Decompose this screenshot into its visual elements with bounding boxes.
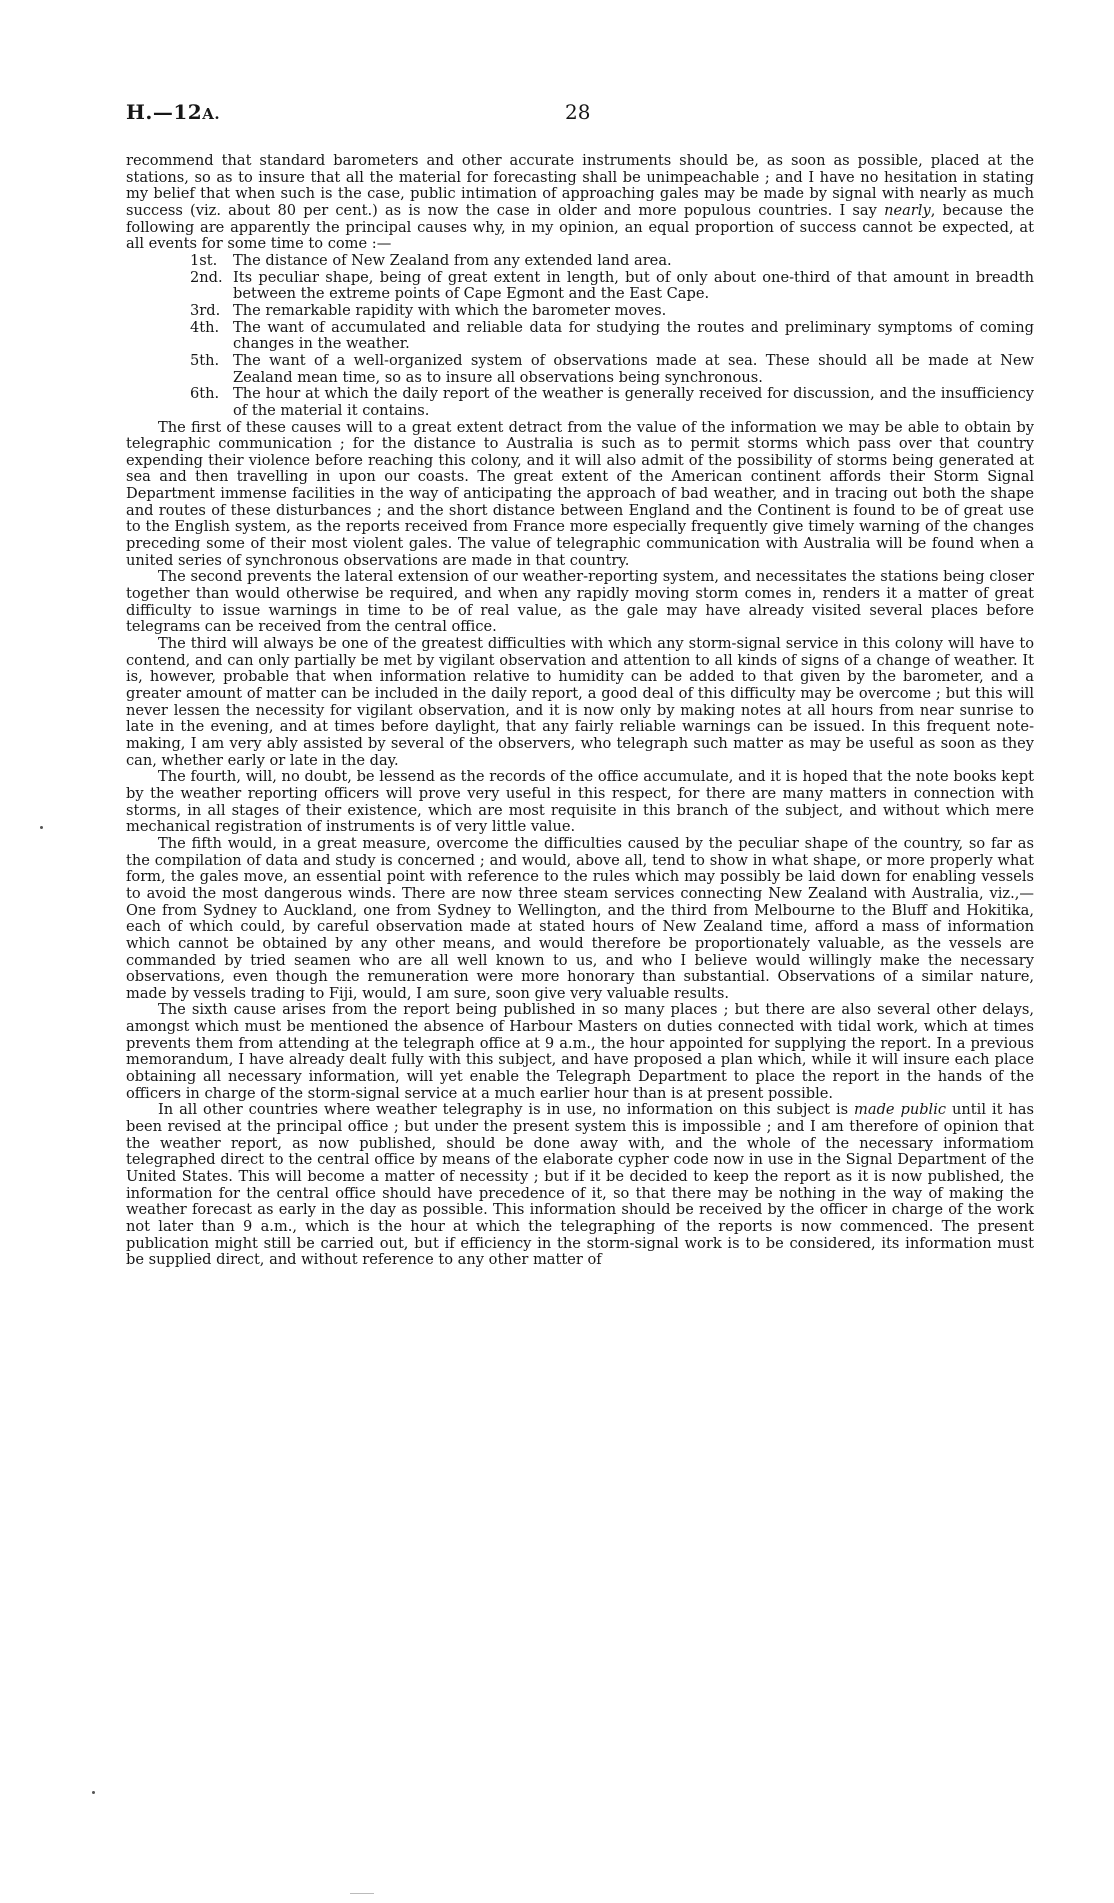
paragraph-second-cause: The second prevents the lateral extension of our weather-reporting system, and necessitates the stations being closer together than would otherwise be required, and when any rapidly moving storm comes in, renders it a matter of great difficulty to issue warnings in time to be of real value, as the gale may have already visited several places before telegrams can be received from the central office. — [126, 568, 1034, 636]
paragraph-closing — [126, 1102, 1034, 1269]
cause-item — [126, 303, 1034, 320]
cause-text: The hour at which the daily report of the weather is generally received for discussion, and the insufficiency of the material it contains. — [233, 385, 1034, 419]
cause-item — [126, 353, 1034, 386]
cause-text: The remarkable rapidity with which the barometer moves. — [233, 301, 667, 319]
cause-number: 6th. — [190, 385, 220, 403]
cause-number: 1st. — [190, 251, 218, 269]
cause-text: The want of a well-organized system of observations made at sea. These should all be made at New Zealand mean time, so as to insure all observations being synchronous. — [233, 351, 1034, 386]
intro-tail: , because the following are apparently the principal causes why, in my opinion, an equal proportion of success cannot be expected, at all events for some time to come :— — [126, 201, 1034, 253]
intro-lead: recommend that standard barometers and other accurate instruments should be, as soon as possible, placed at the stations, so as to insure that all the material for forecasting shall be unimpeachable ; and I have no hesitation in stating my belief that when such is the case, public intimation of approaching gales may be made by signal with nearly as much success (viz. about 80 per cent.) as is now the case in older and more populous countries. I say — [126, 152, 1034, 219]
cause-item — [126, 386, 1034, 419]
cause-item — [126, 253, 1034, 270]
cause-number: 4th. — [190, 318, 220, 336]
causes-list — [126, 253, 1034, 420]
cause-text: The distance of New Zealand from any extended land area. — [233, 251, 672, 269]
cause-text: Its peculiar shape, being of great extent in length, but of only about one-third of that amount in breadth between the extreme points of Cape Egmont and the East Cape. — [233, 268, 1034, 303]
cause-number: 2nd. — [190, 268, 223, 286]
paragraph-first-cause: The first of these causes will to a great extent detract from the value of the information we may be able to obtain by telegraphic communication ; for the distance to Australia is such as to permit storms which pass over that country expending their violence before reaching this colony, and it will also admit of the possibility of storms being generated at sea and then travelling in upon our coasts. The great extent of the American continent affords their Storm Signal Department immense facilities in the way of anticipating the approach of bad weather, and in tracing out both the shape and routes of these disturbances ; and the short distance between England and the Continent is found to be of great use to the English system, as the reports received from France more especially frequently give timely warning of the changes preceding some of their most violent gales. The value of telegraphic communication with Australia will be found when a united series of synchronous observations are made in that country. — [126, 418, 1034, 569]
document-body — [126, 153, 1034, 1269]
cause-item — [126, 270, 1034, 303]
closing-emphasis: made public — [854, 1101, 947, 1119]
cause-number: 5th. — [190, 351, 220, 369]
reference-suffix: A. — [202, 105, 221, 123]
footer-rule — [350, 1893, 374, 1894]
paragraph-fifth-cause: The fifth would, in a great measure, overcome the difficulties caused by the peculiar shape of the country, so far as the compilation of data and study is concerned ; and would, above all, tend to show in what shape, or more properly what form, the gales move, an essential point with reference to the rules which may possibly be laid down for enabling vessels to avoid the most dangerous winds. There are now three steam services connecting New Zealand with Australia, viz.,—One from Sydney to Auckland, one from Sydney to Wellington, and the third from Melbourne to the Bluff and Hokitika, each of which could, by careful observation made at stated hours of New Zealand time, afford a mass of information which cannot be obtained by any other means, and would therefore be proportionately valuable, as the vessels are commanded by tried seamen who are all well known to us, and who I believe would willingly make the necessary observations, even though the remuneration were more honorary than substantial. Observations of a similar nature, made by vessels trading to Fiji, would, I am sure, soon give very valuable results. — [126, 834, 1034, 1002]
paragraph-sixth-cause: The sixth cause arises from the report being published in so many places ; but there are also several other delays, amongst which must be mentioned the absence of Harbour Masters on duties connected with tidal work, which at times prevents them from attending at the telegraph office at 9 a.m., the hour appointed for supplying the report. In a previous memorandum, I have already dealt fully with this subject, and have proposed a plan which, while it will insure each place obtaining all necessary information, will yet enable the Telegraph Department to place the report in the hands of the officers in charge of the storm-signal service at a much earlier hour than is at present possible. — [126, 1001, 1034, 1102]
cause-number: 3rd. — [190, 301, 221, 319]
document-reference — [126, 100, 220, 124]
page-number: 28 — [565, 100, 591, 124]
page-header — [126, 100, 1036, 130]
cause-text: The want of accumulated and reliable data for studying the routes and preliminary symptoms of coming changes in the weather. — [233, 318, 1034, 353]
cause-item — [126, 320, 1034, 353]
intro-paragraph — [126, 153, 1034, 253]
paragraph-fourth-cause: The fourth, will, no doubt, be lessend as the records of the office accumulate, and it is hoped that the note books kept by the weather reporting officers will prove very useful in this respect, for there are many matters in connection with storms, in all stages of their existence, which are most requisite in this branch of the subject, and without which mere mechanical registration of instruments is of very little value. — [126, 768, 1034, 836]
reference-main: H.—12 — [126, 100, 203, 124]
paragraph-third-cause: The third will always be one of the greatest difficulties with which any storm-signal service in this colony will have to contend, and can only partially be met by vigilant observation and attention to all kinds of signs of a change of weather. It is, however, probable that when information relative to humidity can be added to that given by the barometer, and a greater amount of matter can be included in the daily report, a good deal of this difficulty may be overcome ; but this will never lessen the necessity for vigilant observation, and it is now only by making notes at all hours from near sunrise to late in the evening, and at times before daylight, that any fairly reliable warnings can be issued. In this frequent note-making, I am very ably assisted by several of the observers, who telegraph such matter as may be useful as soon as they can, whether early or late in the day. — [126, 635, 1034, 769]
closing-lead: In all other countries where weather telegraphy is in use, no information on this subject is — [158, 1101, 855, 1119]
margin-speck — [92, 1791, 95, 1794]
intro-emphasis: nearly — [884, 201, 931, 219]
margin-speck — [40, 826, 43, 829]
closing-tail: until it has been revised at the principal office ; but under the present system this is impossible ; and I am therefore of opinion that the weather report, as now published, should be done away with, and the whole of the necessary informatiom telegraphed direct to the central office by means of the elaborate cypher code now in use in the Signal Department of the United States. This will become a matter of necessity ; but if it be decided to keep the report as it is now published, the information for the central office should have precedence of it, so that there may be nothing in the way of making the weather forecast as early in the day as possible. This information should be received by the officer in charge of the work not later than 9 a.m., which is the hour at which the telegraphing of the reports is now commenced. The present publication might still be carried out, but if efficiency in the storm-signal work is to be considered, its information must be supplied direct, and without reference to any other matter of — [126, 1101, 1034, 1269]
